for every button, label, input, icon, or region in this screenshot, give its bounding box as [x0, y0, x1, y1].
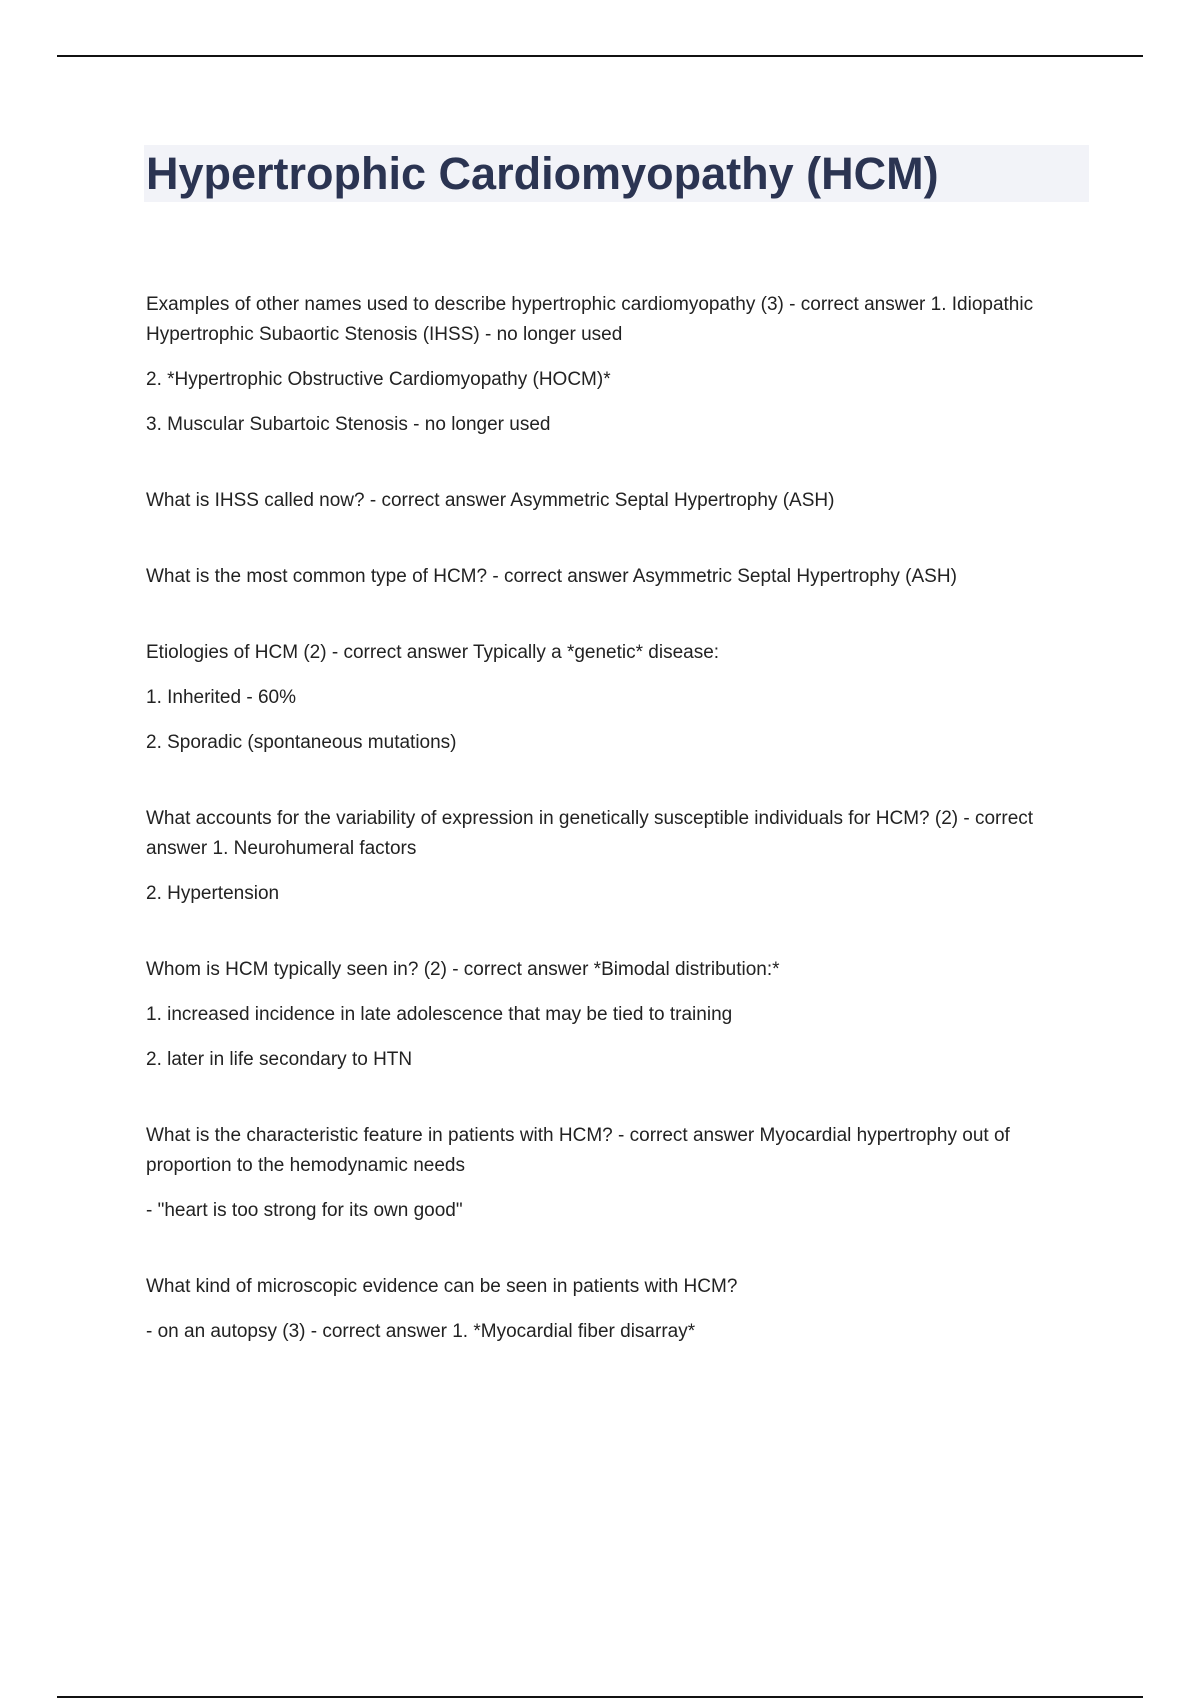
- card-line: 2. later in life secondary to HTN: [146, 1049, 413, 1070]
- flashcard-most-common-type: [146, 562, 1086, 592]
- card-line: Whom is HCM typically seen in? (2) - correct answer *Bimodal distribution:*: [146, 959, 780, 980]
- card-line: 1. Inherited - 60%: [146, 687, 296, 708]
- flashcard-characteristic-feature: [146, 1121, 1086, 1226]
- card-line: Etiologies of HCM (2) - correct answer Typically a *genetic* disease:: [146, 642, 720, 663]
- flashcard-etiologies: [146, 638, 1086, 758]
- flashcard-ihss-now: [146, 486, 1086, 516]
- flashcard-variability: [146, 804, 1086, 909]
- card-line: What is the characteristic feature in patients with HCM? - correct answer Myocardial hypertrophy out of proportion to the hemodynamic needs: [146, 1125, 1010, 1176]
- card-line: What kind of microscopic evidence can be seen in patients with HCM?: [146, 1276, 738, 1297]
- flashcard-other-names: [146, 290, 1086, 440]
- page-title: Hypertrophic Cardiomyopathy (HCM): [146, 148, 939, 199]
- flashcard-microscopic-evidence: [146, 1272, 1086, 1347]
- card-line: Examples of other names used to describe hypertrophic cardiomyopathy (3) - correct answer 1. Idiopathic Hypertrophic Subaortic Stenosis (IHSS) - no longer used: [146, 294, 1034, 345]
- flashcard-list: [146, 290, 1086, 1393]
- card-line: - "heart is too strong for its own good": [146, 1200, 463, 1221]
- card-line: 2. Sporadic (spontaneous mutations): [146, 732, 457, 753]
- card-line: 2. *Hypertrophic Obstructive Cardiomyopathy (HOCM)*: [146, 369, 611, 390]
- flashcard-whom-seen-in: [146, 955, 1086, 1075]
- card-line: What is the most common type of HCM? - correct answer Asymmetric Septal Hypertrophy (ASH): [146, 566, 957, 587]
- page-top-rule: [57, 55, 1143, 57]
- card-line: 1. increased incidence in late adolescence that may be tied to training: [146, 1004, 733, 1025]
- card-line: What is IHSS called now? - correct answer Asymmetric Septal Hypertrophy (ASH): [146, 490, 835, 511]
- page-bottom-rule: [57, 1696, 1143, 1698]
- card-line: 3. Muscular Subartoic Stenosis - no longer used: [146, 414, 551, 435]
- card-line: What accounts for the variability of expression in genetically susceptible individuals for HCM? (2) - correct answer 1. Neurohumeral factors: [146, 808, 1034, 859]
- card-line: 2. Hypertension: [146, 883, 280, 904]
- card-line: - on an autopsy (3) - correct answer 1. *Myocardial fiber disarray*: [146, 1321, 696, 1342]
